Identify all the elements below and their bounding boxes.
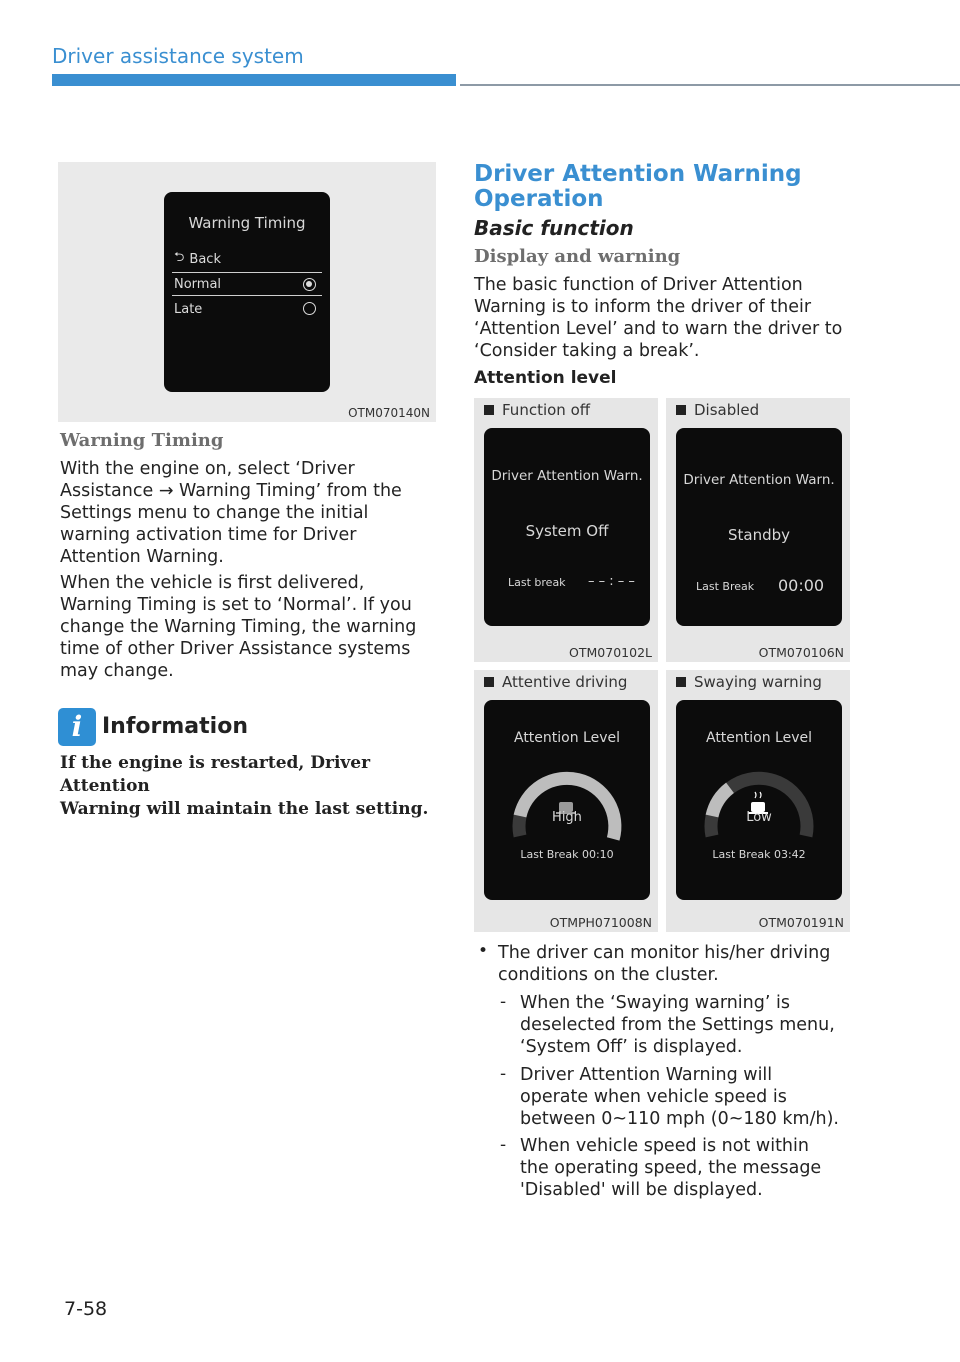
text-line: Attention Warning. <box>60 547 224 567</box>
warning-timing-screen <box>164 192 330 392</box>
text-line: Settings menu to change the initial <box>60 503 369 523</box>
warning-timing-paragraph-2 <box>60 572 440 682</box>
screen-status: Standby <box>727 526 791 544</box>
menu-back-item[interactable] <box>172 247 322 271</box>
figure-code: OTM070102L <box>569 645 652 660</box>
caption-text: Disabled <box>694 401 760 419</box>
text-line: ‘Attention Level’ and to warn the driver to <box>474 319 843 339</box>
panel-swaying-warning <box>666 670 850 932</box>
text-line: Assistance → Warning Timing’ from the <box>60 481 402 501</box>
panel-caption <box>676 401 759 419</box>
warning-timing-heading: Warning Timing <box>60 430 224 451</box>
text-line: may change. <box>60 661 174 681</box>
title-line: Operation <box>474 186 604 212</box>
bullet-text <box>498 942 868 986</box>
header-rule <box>460 84 960 86</box>
text-line: Warning Timing is set to ‘Normal’. If you <box>60 595 412 615</box>
text-line: change the Warning Timing, the warning <box>60 617 417 637</box>
text-line: warning activation time for Driver <box>60 525 357 545</box>
header-accent-bar <box>52 74 456 86</box>
last-break-value: – – : – – <box>588 574 635 589</box>
attention-level-value: High <box>552 810 582 825</box>
text-line: time of other Driver Assistance systems <box>60 639 411 659</box>
figure-code: OTM070140N <box>348 406 430 420</box>
radio-selected-icon <box>303 278 316 291</box>
square-bullet-icon <box>484 677 494 687</box>
bullet-dot: • <box>478 941 489 961</box>
subitem-3 <box>520 1135 870 1201</box>
dash-marker: - <box>500 1064 507 1084</box>
figure-code: OTM070106N <box>758 645 844 660</box>
back-arrow-icon: ⮌ <box>174 250 185 265</box>
screen-title: Warning Timing <box>188 214 306 232</box>
screen-heading: Driver Attention Warn. <box>491 468 643 484</box>
screen-heading: Attention Level <box>705 730 813 746</box>
cluster-screen <box>676 428 842 626</box>
subitem-1 <box>520 992 870 1058</box>
text-line: The basic function of Driver Attention <box>474 275 803 295</box>
panel-caption <box>484 673 627 691</box>
warning-timing-paragraph-1 <box>60 458 440 568</box>
figure-code: OTMPH071008N <box>549 915 652 930</box>
text-line: If the engine is restarted, Driver Attention <box>60 753 371 796</box>
last-break-value: 00:00 <box>778 576 825 595</box>
text-line: conditions on the cluster. <box>498 965 719 985</box>
cluster-screen <box>484 700 650 900</box>
last-break-text: Last Break 00:10 <box>520 848 614 861</box>
menu-option-late[interactable] <box>172 297 322 321</box>
last-break-text: Last Break 03:42 <box>712 848 806 861</box>
caption-text: Function off <box>502 401 591 419</box>
panel-caption <box>484 401 590 419</box>
panel-caption <box>676 673 822 691</box>
section-title <box>474 162 802 212</box>
text-line: Warning will maintain the last setting. <box>60 799 429 819</box>
section-subtitle: Basic function <box>474 216 634 240</box>
title-line: Driver Attention Warning <box>474 161 802 187</box>
screen-heading: Driver Attention Warn. <box>683 472 835 488</box>
text-line: deselected from the Settings menu, <box>520 1015 835 1035</box>
square-bullet-icon <box>484 405 494 415</box>
panel-disabled <box>666 398 850 662</box>
text-line: When the vehicle is first delivered, <box>60 573 365 593</box>
text-line: the operating speed, the message <box>520 1158 822 1178</box>
attention-level-value: Low <box>746 810 772 825</box>
text-line: 'Disabled' will be displayed. <box>520 1180 763 1200</box>
display-warning-heading: Display and warning <box>474 246 681 267</box>
screen-heading: Attention Level <box>513 730 621 746</box>
text-line: Warning is to inform the driver of their <box>474 297 812 317</box>
option-label: Normal <box>174 276 222 292</box>
figure-code: OTM070191N <box>758 915 844 930</box>
text-line: between 0~110 mph (0~180 km/h). <box>520 1109 839 1129</box>
screen-status: System Off <box>525 522 609 540</box>
warning-timing-figure <box>58 162 436 422</box>
square-bullet-icon <box>676 677 686 687</box>
text-line: With the engine on, select ‘Driver <box>60 459 355 479</box>
attention-level-label: Attention level <box>474 368 617 388</box>
last-break-label: Last Break <box>696 580 755 593</box>
text-line: operate when vehicle speed is <box>520 1087 787 1107</box>
square-bullet-icon <box>676 405 686 415</box>
info-text <box>60 752 440 821</box>
cluster-screen <box>484 428 650 626</box>
cluster-screen <box>676 700 842 900</box>
text-line: When the ‘Swaying warning’ is <box>520 993 790 1013</box>
menu-option-normal[interactable] <box>172 272 322 296</box>
back-label: Back <box>189 251 221 267</box>
caption-text: Swaying warning <box>694 673 822 691</box>
text-line: The driver can monitor his/her driving <box>498 943 831 963</box>
last-break-label: Last break <box>508 576 566 589</box>
text-line: Driver Attention Warning will <box>520 1065 773 1085</box>
caption-text: Attentive driving <box>502 673 628 691</box>
info-title: Information <box>102 714 248 739</box>
dash-marker: - <box>500 1135 507 1155</box>
text-line: When vehicle speed is not within <box>520 1136 809 1156</box>
running-head-title: Driver assistance system <box>52 44 304 68</box>
intro-paragraph <box>474 274 864 362</box>
page-number: 7-58 <box>64 1298 108 1320</box>
subitem-2 <box>520 1064 870 1130</box>
text-line: ‘Consider taking a break’. <box>474 341 700 361</box>
dash-marker: - <box>500 992 507 1012</box>
option-label: Late <box>174 301 203 317</box>
panel-function-off <box>474 398 658 662</box>
radio-unselected-icon <box>303 302 316 315</box>
panel-attentive-driving <box>474 670 658 932</box>
info-icon: i <box>58 708 96 746</box>
text-line: ‘System Off’ is displayed. <box>520 1037 743 1057</box>
